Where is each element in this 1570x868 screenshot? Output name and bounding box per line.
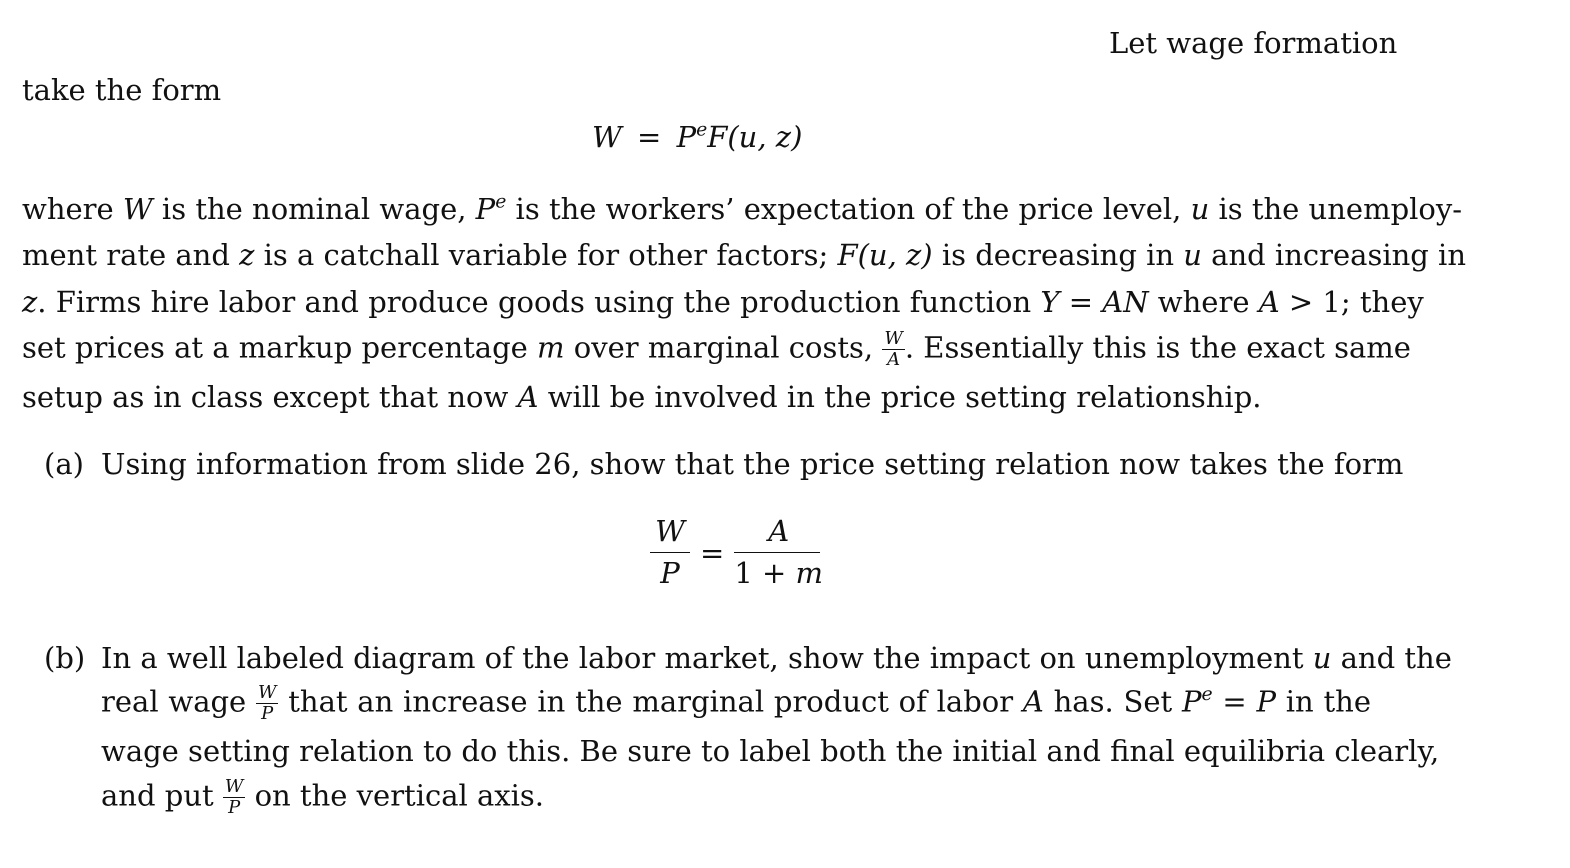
part-b-line-1: In a well labeled diagram of the labor market, show the impact on unemployment u and the: [101, 641, 1452, 675]
part-b-label: (b): [44, 641, 86, 675]
paragraph-line-5: setup as in class except that now A will be involved in the price setting relationship.: [22, 380, 1262, 414]
part-b-line-2: real wage $\frac{W}{P}$ that an increase in the marginal product of labor A has. Set $P^e = P$ in the: [101, 682, 1371, 724]
fraction-w-over-p-left: $\frac{W}{P}$: [650, 515, 690, 591]
heading-fragment: Let wage formation: [1109, 26, 1398, 60]
part-a-label: (a): [44, 447, 84, 481]
part-b-line-4: and put $\frac{W}{P}$ on the vertical axis.: [101, 776, 545, 818]
part-b-line-3: wage setting relation to do this. Be sure to label both the initial and final equilibria clearly,: [101, 734, 1440, 768]
fraction-a-over-1-plus-m: $\frac{A}{1 + m}$: [734, 514, 824, 591]
price-setting-equation: $\frac{W}{P}$ = $\frac{A}{1 + m}$: [650, 515, 823, 591]
fraction-w-over-p-axis: $\frac{W}{P}$: [224, 776, 244, 818]
paragraph-line-2: ment rate and z is a catchall variable for other factors; F(u, z) is decreasing in u and increasing in: [22, 238, 1467, 272]
intro-lead: take the form: [22, 73, 222, 107]
part-a-text: Using information from slide 26, show that the price setting relation now takes the form: [101, 447, 1404, 481]
fraction-w-over-a: $\frac{W}{A}$: [884, 328, 903, 370]
paragraph-line-3: z. Firms hire labor and produce goods using the production function Y = AN where A > 1; they: [22, 285, 1424, 319]
paragraph-line-4: set prices at a markup percentage m over marginal costs, $\frac{W}{A}$ . Essentially this is the exact same: [22, 328, 1411, 370]
fraction-w-over-p: $\frac{W}{P}$: [257, 682, 277, 724]
paragraph-line-1: where W is the nominal wage, $P^e$ is the workers’ expectation of the price level, u is the unemploy-: [22, 191, 1463, 226]
wage-equation: $W = P^eF(u$, z): [592, 119, 803, 154]
